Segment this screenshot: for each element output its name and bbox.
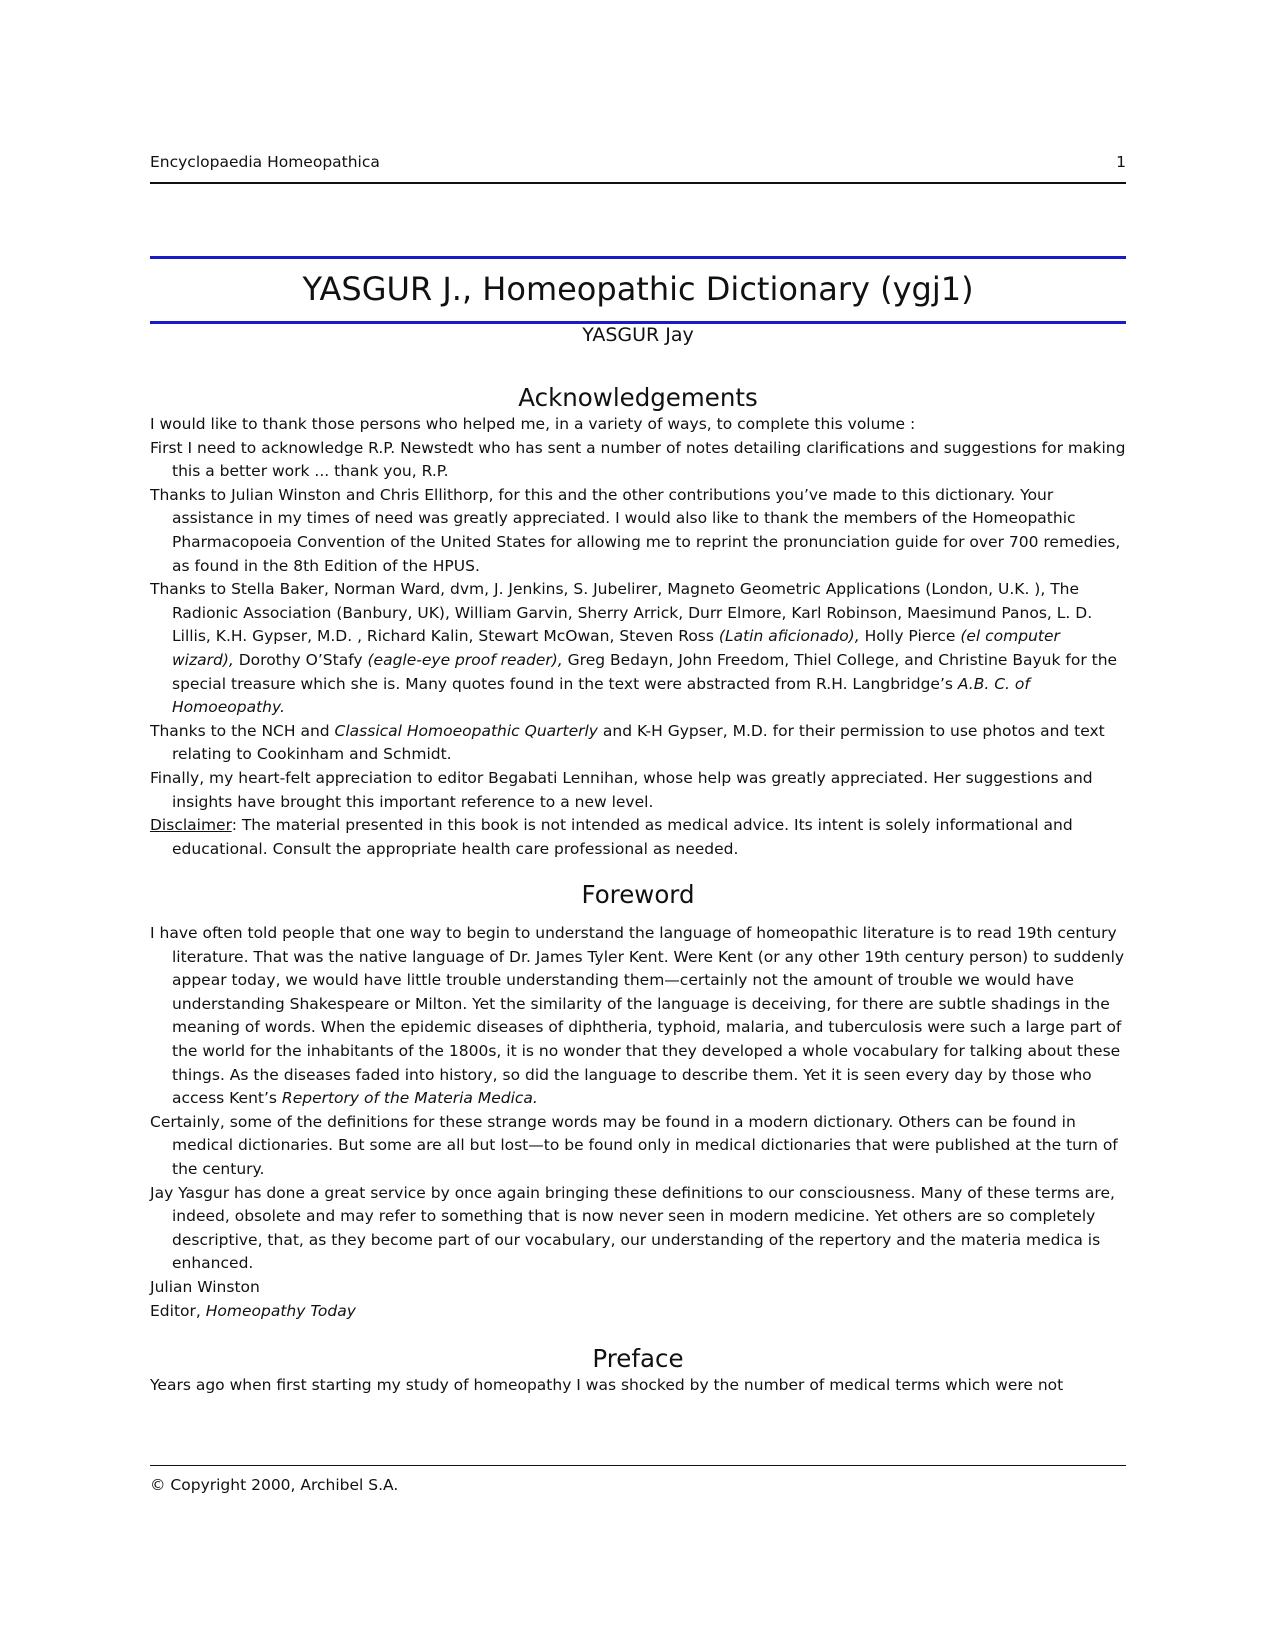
preface-heading: Preface [592, 1344, 684, 1373]
ack-intro: I would like to thank those persons who helped me, in a variety of ways, to complete this volume : [150, 415, 916, 433]
author-name: YASGUR Jay [582, 324, 694, 346]
foreword-signature: Julian Winston [150, 1277, 260, 1296]
foreword-body [150, 922, 1126, 1323]
acknowledgements-body [150, 413, 1126, 861]
preface-body [150, 1374, 1126, 1398]
foreword-paragraph: Jay Yasgur has done a great service by once again bringing these definitions to our consciousness. Many of these terms are, indeed, obsolete and may refer to something that is now never seen in modern medicine. Yet others are so completely descriptive, that, as they become part of our vocabulary, our understanding of the repertory and the materia medica is enhanced. [150, 1183, 1115, 1273]
ack-paragraph: First I need to acknowledge R.P. Newstedt who has sent a number of notes detailing clarifications and suggestions for making this a better work ... thank you, R.P. [150, 438, 1126, 481]
foreword-paragraph: Certainly, some of the definitions for these strange words may be found in a modern dictionary. Others can be found in medical dictionaries. But some are all but lost—to be found only in medical dictionaries that were published at the turn of the century. [150, 1112, 1118, 1178]
foreword-heading: Foreword [581, 880, 695, 909]
acknowledgements-heading: Acknowledgements [518, 383, 758, 412]
disclaimer: Disclaimer: The material presented in this book is not intended as medical advice. Its intent is solely informational and educational. Consult the appropriate health care professional as needed. [150, 816, 1073, 858]
ack-paragraph: Thanks to Julian Winston and Chris Ellithorp, for this and the other contributions you’ve made to this dictionary. Your assistance in my times of need was greatly appreciated. I would also like to thank the members of the Homeopathic Pharmacopoeia Convention of the United States for allowing me to reprint the pronunciation guide for over 700 remedies, as found in the 8th Edition of the HPUS. [150, 485, 1121, 575]
ack-paragraph: Thanks to the NCH and Classical Homoeopathic Quarterly and K-H Gypser, M.D. for their permission to use photos and text relating to Cookinham and Schmidt. [150, 721, 1105, 764]
ack-paragraph: Finally, my heart-felt appreciation to editor Begabati Lennihan, whose help was greatly appreciated. Her suggestions and insights have brought this important reference to a new level. [150, 768, 1093, 811]
page-number: 1 [1116, 153, 1126, 171]
preface-paragraph: Years ago when first starting my study of homeopathy I was shocked by the number of medical terms which were not [150, 1376, 1064, 1394]
footer-divider [150, 1465, 1126, 1466]
header-book-title: Encyclopaedia Homeopathica [150, 153, 380, 171]
document-title: YASGUR J., Homeopathic Dictionary (ygj1) [302, 270, 974, 308]
title-box [150, 256, 1126, 324]
foreword-role: Editor, Homeopathy Today [150, 1301, 356, 1320]
copyright-notice: © Copyright 2000, Archibel S.A. [150, 1476, 399, 1494]
ack-paragraph: Thanks to Stella Baker, Norman Ward, dvm, J. Jenkins, S. Jubelirer, Magneto Geometric Applications (London, U.K. ), The Radionic Association (Banbury, UK), William Garvin, Sherry Arrick, Durr Elmore, Karl Robinson, Maesimund Panos, L. D. Lillis, K.H. Gypser, M.D. , Richard Kalin, Stewart McOwan, Steven Ross (Latin aficionado), Holly Pierce (el computer wizard), Dorothy O’Stafy (eagle-eye proof reader), Greg Bedayn, John Freedom, Thiel College, and Christine Bayuk for the special treasure which she is. Many quotes found in the text were abstracted from R.H. Langbridge’s A.B. C. of Homoeopathy. [150, 580, 1118, 717]
foreword-paragraph: I have often told people that one way to begin to understand the language of homeopathic literature is to read 19th century literature. That was the native language of Dr. James Tyler Kent. Were Kent (or any other 19th century person) to suddenly appear today, we would have little trouble understanding them—certainly not the amount of trouble we would have understanding Shakespeare or Milton. Yet the similarity of the language is deceiving, for there are subtle shadings in the meaning of words. When the epidemic diseases of diphtheria, typhoid, malaria, and tuberculosis were such a large part of the world for the inhabitants of the 1800s, it is no wonder that they developed a whole vocabulary for talking about these things. As the diseases faded into history, so did the language to describe them. Yet it is seen every day by those who access Kent’s Repertory of the Materia Medica. [150, 924, 1125, 1108]
disclaimer-label: Disclaimer [150, 816, 232, 835]
running-header [150, 150, 1126, 184]
